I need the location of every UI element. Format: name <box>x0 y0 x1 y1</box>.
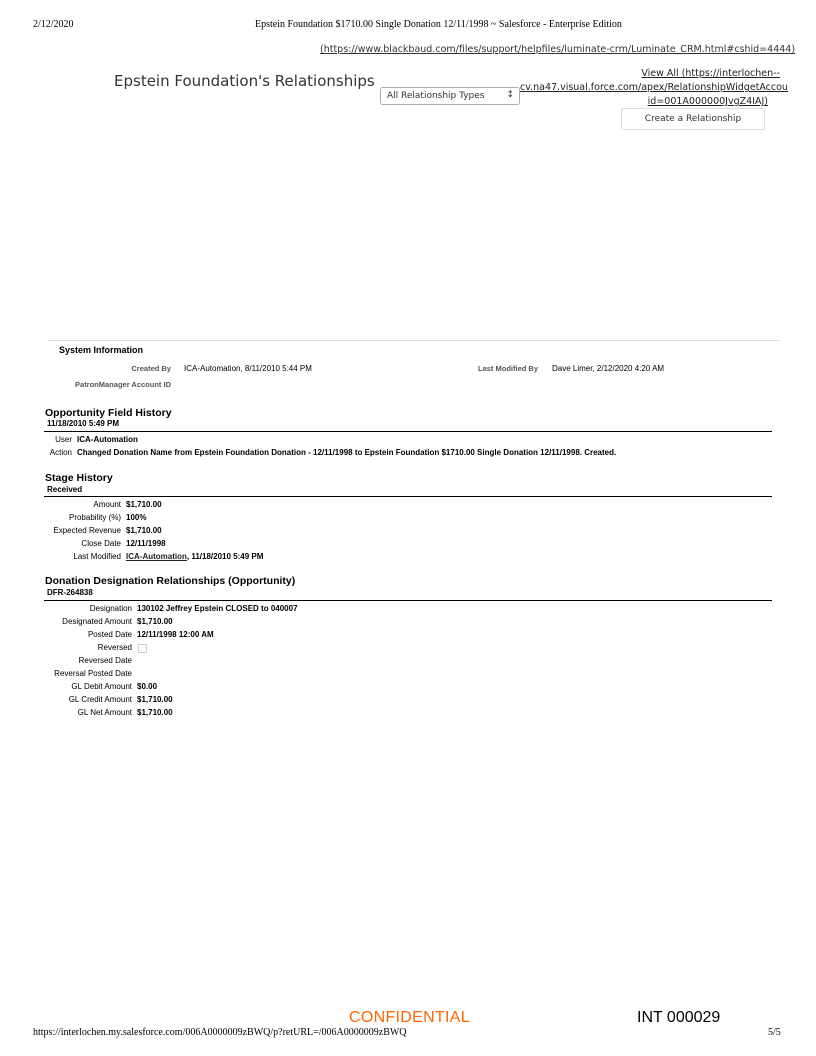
designation-row-label: Reversed <box>97 643 132 652</box>
view-all-line-3[interactable]: id=001A000000JvgZ4IAJ) <box>647 96 768 107</box>
designation-row-label: Posted Date <box>87 630 132 639</box>
field-history-title: Opportunity Field History <box>45 407 172 419</box>
help-link[interactable]: (https://www.blackbaud.com/files/support/helpfiles/luminate-crm/Luminate_CRM.html#cshid=4444) <box>320 44 796 55</box>
designation-id: DFR-264838 <box>47 588 93 597</box>
stage-row-label: Expected Revenue <box>53 526 121 535</box>
designation-row-label: Designated Amount <box>62 617 132 626</box>
stage-last-modified-label: Last Modified <box>73 552 121 561</box>
system-info-divider <box>47 340 779 341</box>
stage-history-rule <box>44 496 772 497</box>
designation-row-value: $1,710.00 <box>137 708 173 717</box>
designation-row-label: GL Credit Amount <box>68 695 132 704</box>
relationship-type-select[interactable] <box>380 87 520 105</box>
last-modified-timestamp: , 11/18/2010 5:49 PM <box>186 552 264 561</box>
stage-row-label: Close Date <box>81 539 121 548</box>
view-all-link[interactable] <box>520 67 788 109</box>
field-history-user-value: ICA-Automation <box>77 435 138 444</box>
reversed-checkbox <box>138 644 147 653</box>
created-by-value: ICA-Automation, 8/11/2010 5:44 PM <box>184 364 312 373</box>
designation-rule <box>44 600 772 601</box>
last-modified-user-link[interactable]: ICA-Automation <box>126 552 187 561</box>
stage-row-value: $1,710.00 <box>126 526 162 535</box>
relationship-type-value: All Relationship Types <box>387 91 485 101</box>
designation-row-value: $0.00 <box>137 682 158 691</box>
stage-last-modified-value <box>126 552 263 561</box>
bates-number: INT 000029 <box>637 1009 721 1026</box>
designation-row-value: $1,710.00 <box>137 695 173 704</box>
created-by-label: Created By <box>131 364 171 373</box>
field-history-date: 11/18/2010 5:49 PM <box>47 419 120 428</box>
stage-row-label: Probability (%) <box>68 513 121 522</box>
view-all-line-2[interactable]: cv.na47.visual.force.com/apex/RelationshipWidgetAccou <box>520 82 788 93</box>
designation-row-label: Reversed Date <box>78 656 132 665</box>
designation-row-value: 12/11/1998 12:00 AM <box>137 630 214 639</box>
print-date: 2/12/2020 <box>33 19 74 30</box>
stage-history-title: Stage History <box>45 472 113 484</box>
select-arrows-icon: ↕ <box>506 90 514 100</box>
field-history-user-label: User <box>55 435 72 444</box>
stage-row-value: 100% <box>126 513 147 522</box>
page-number: 5/5 <box>768 1027 781 1038</box>
print-title: Epstein Foundation $1710.00 Single Donation 12/11/1998 ~ Salesforce - Enterprise Edition <box>255 19 622 30</box>
confidential-stamp: CONFIDENTIAL <box>349 1009 470 1026</box>
create-relationship-button[interactable]: Create a Relationship <box>621 108 765 130</box>
designation-row-value: $1,710.00 <box>137 617 173 626</box>
last-modified-by-value: Dave Limer, 2/12/2020 4:20 AM <box>552 364 665 373</box>
field-history-rule <box>44 431 772 432</box>
designation-row-label: GL Debit Amount <box>71 682 132 691</box>
stage-history-stage: Received <box>47 485 83 494</box>
designation-row-label: Reversal Posted Date <box>54 669 132 678</box>
field-history-action-value: Changed Donation Name from Epstein Foundation Donation - 12/11/1998 to Epstein Foundation $1710.00 Single Donation 12/11/1998. Created. <box>77 448 617 457</box>
view-all-line-1[interactable]: View All (https://interlochen-- <box>641 68 780 79</box>
designation-row-label: Designation <box>89 604 132 613</box>
print-footer-url: https://interlochen.my.salesforce.com/006A0000009zBWQ/p?retURL=/006A0000009zBWQ <box>33 1027 407 1038</box>
stage-row-value: $1,710.00 <box>126 500 162 509</box>
patron-account-id-label: PatronManager Account ID <box>75 380 171 389</box>
system-info-title: System Information <box>59 345 144 355</box>
designation-row-label: GL Net Amount <box>77 708 132 717</box>
designation-row-value: 130102 Jeffrey Epstein CLOSED to 040007 <box>137 604 298 613</box>
field-history-action-label: Action <box>49 448 72 457</box>
last-modified-by-label: Last Modified By <box>477 364 538 373</box>
designation-title: Donation Designation Relationships (Opportunity) <box>45 575 296 587</box>
relationships-title: Epstein Foundation's Relationships <box>114 72 375 90</box>
stage-row-label: Amount <box>93 500 121 509</box>
stage-row-value: 12/11/1998 <box>126 539 166 548</box>
